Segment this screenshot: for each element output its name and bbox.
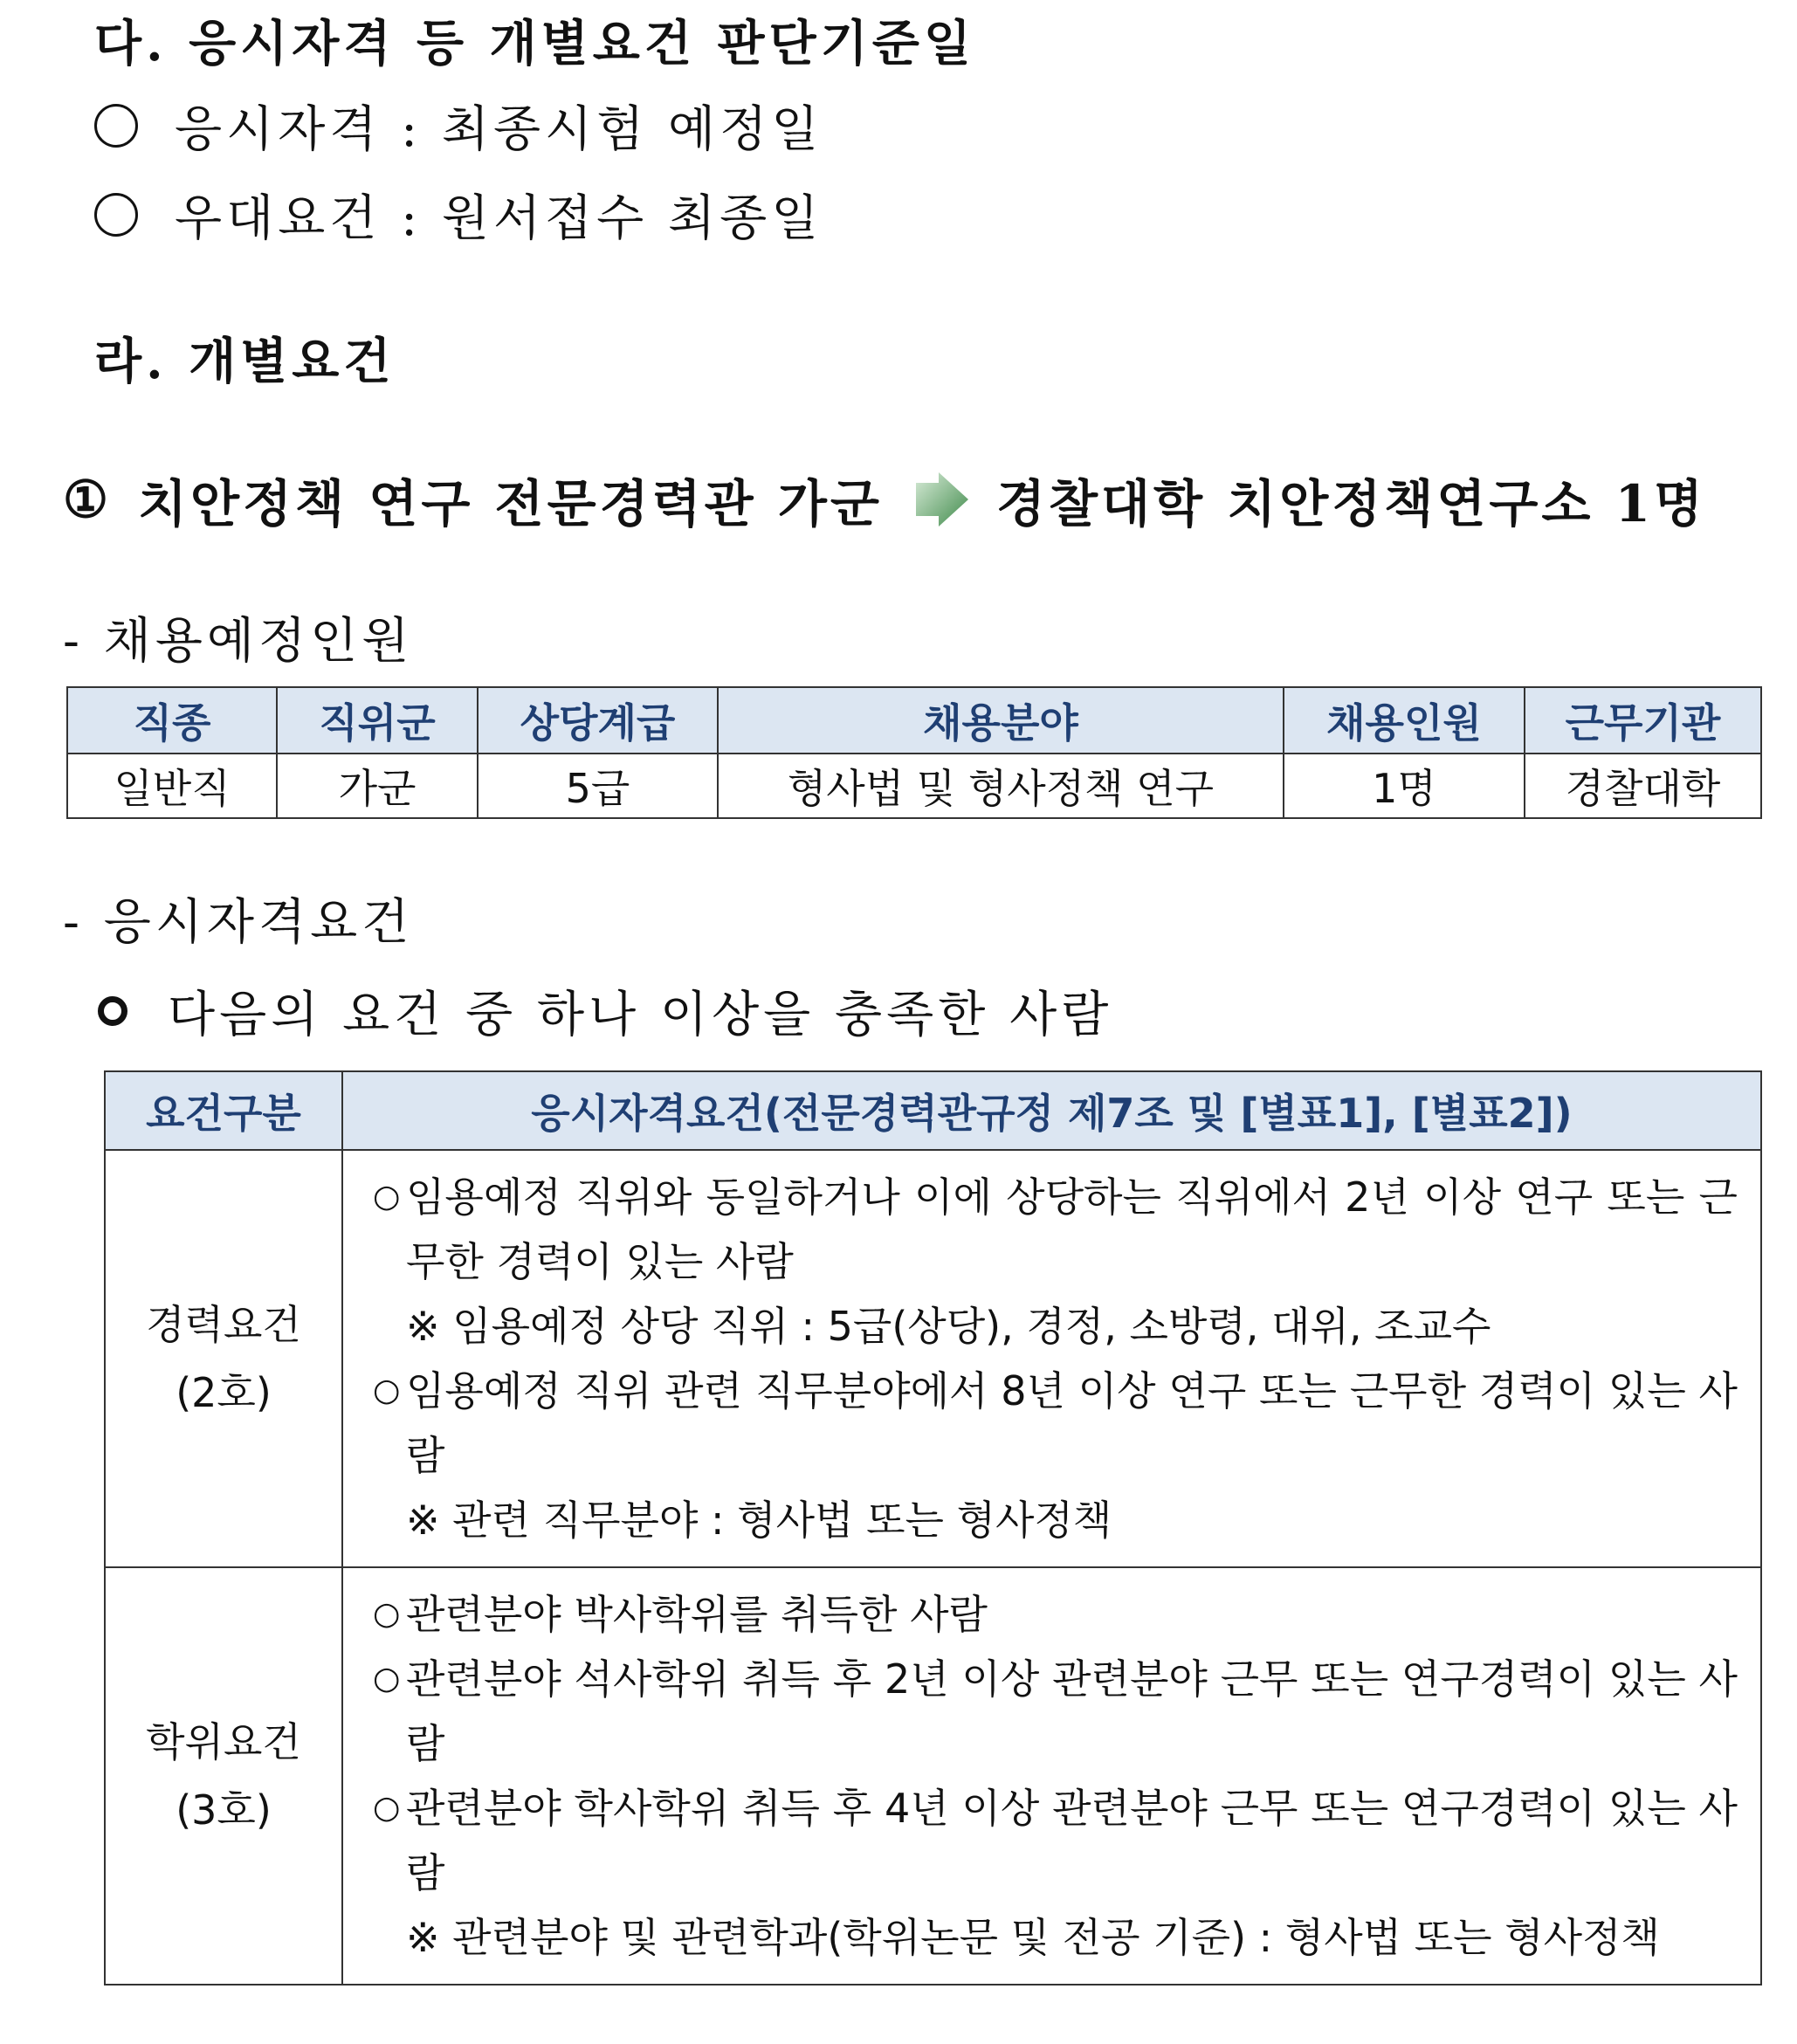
open-circle-icon (98, 996, 127, 1026)
qualification-header-row (105, 1071, 1761, 1150)
qualification-bullet-text: 다음의 요건 중 하나 이상을 충족한 사람 (168, 987, 1113, 1043)
category-sub: (3호) (176, 1786, 272, 1834)
circle-bullet-icon (94, 104, 138, 148)
criteria-date-text: 우대요건 : 원서접수 최종일 (175, 190, 823, 247)
hiring-section-label: - 채용예정인원 (63, 613, 414, 670)
list-item (373, 1776, 1738, 1905)
hiring-table (66, 686, 1762, 819)
hiring-col-header: 채용분야 (718, 687, 1284, 754)
list-item (373, 1647, 1738, 1776)
requirement-note: ※ 임용예정 상당 직위 : 5급(상당), 경정, 소방령, 대위, 조교수 (406, 1303, 1491, 1350)
small-circle-icon: ○ (373, 1179, 401, 1215)
hiring-table-header-row (67, 687, 1761, 754)
requirement-body (342, 1150, 1761, 1567)
list-item (373, 1582, 1738, 1647)
category-sub: (2호) (176, 1369, 272, 1416)
hiring-cell: 1명 (1284, 754, 1525, 818)
requirement-item-text: 관련분야 학사학위 취득 후 4년 이상 관련분야 근무 또는 연구경력이 있는 사람 (406, 1785, 1738, 1896)
hiring-cell: 경찰대학 (1525, 754, 1761, 818)
arrow-right-icon (914, 472, 970, 526)
requirement-item-text: 임용예정 직위와 동일하거나 이에 상당하는 직위에서 2년 이상 연구 또는 근무한 경력이 있는 사람 (406, 1173, 1738, 1285)
hiring-col-header: 직종 (67, 687, 277, 754)
requirement-item-text: 임용예정 직위 관련 직무분야에서 8년 이상 연구 또는 근무한 경력이 있는 사람 (406, 1367, 1738, 1479)
small-circle-icon: ○ (373, 1373, 401, 1408)
requirement-item-text: 관련분야 석사학위 취득 후 2년 이상 관련분야 근무 또는 연구경력이 있는 사람 (406, 1655, 1738, 1767)
requirement-category (105, 1150, 342, 1567)
hiring-cell: 일반직 (67, 754, 277, 818)
section-da-title: 다. 응시자격 등 개별요건 판단기준일 (94, 15, 975, 72)
hiring-cell: 형사법 및 형사정책 연구 (718, 754, 1284, 818)
table-row (105, 1150, 1761, 1567)
criteria-date-line (94, 180, 823, 250)
section-ra-title: 라. 개별요건 (94, 333, 396, 390)
qualification-bullet (98, 976, 1112, 1046)
category-label: 경력요건 (146, 1301, 301, 1348)
small-circle-icon: ○ (373, 1661, 401, 1696)
requirement-item-text: 관련분야 박사학위를 취득한 사람 (406, 1591, 988, 1638)
requirement-note: ※ 관련 직무분야 : 형사법 또는 형사정책 (406, 1497, 1112, 1544)
requirement-body (342, 1567, 1761, 1985)
category-label: 학위요건 (146, 1718, 301, 1765)
qualification-col-header: 요건구분 (105, 1071, 342, 1150)
criteria-date-line (94, 91, 823, 161)
list-item (373, 1359, 1738, 1488)
small-circle-icon: ○ (373, 1790, 401, 1826)
criteria-date-text: 응시자격 : 최종시험 예정일 (175, 101, 823, 158)
qualification-section-label: - 응시자격요건 (63, 894, 414, 951)
hiring-cell: 가군 (277, 754, 478, 818)
hiring-col-header: 직위군 (277, 687, 478, 754)
hiring-col-header: 상당계급 (478, 687, 718, 754)
qualification-table (104, 1070, 1762, 1986)
hiring-cell: 5급 (478, 754, 718, 818)
position-title: 치안정책 연구 전문경력관 가군 (138, 474, 883, 533)
position-header (63, 463, 1706, 536)
requirement-note: ※ 관련분야 및 관련학과(학위논문 및 전공 기준) : 형사법 또는 형사정책 (406, 1914, 1660, 1961)
requirement-category (105, 1567, 342, 1985)
position-number: ① (63, 470, 112, 529)
table-row (67, 754, 1761, 818)
small-circle-icon: ○ (373, 1596, 401, 1632)
hiring-col-header: 채용인원 (1284, 687, 1525, 754)
hiring-col-header: 근무기관 (1525, 687, 1761, 754)
position-destination: 경찰대학 치안정책연구소 1명 (995, 474, 1707, 533)
qualification-col-header: 응시자격요건(전문경력관규정 제7조 및 [별표1], [별표2]) (342, 1071, 1761, 1150)
circle-bullet-icon (94, 193, 138, 237)
list-item (373, 1165, 1738, 1294)
table-row (105, 1567, 1761, 1985)
